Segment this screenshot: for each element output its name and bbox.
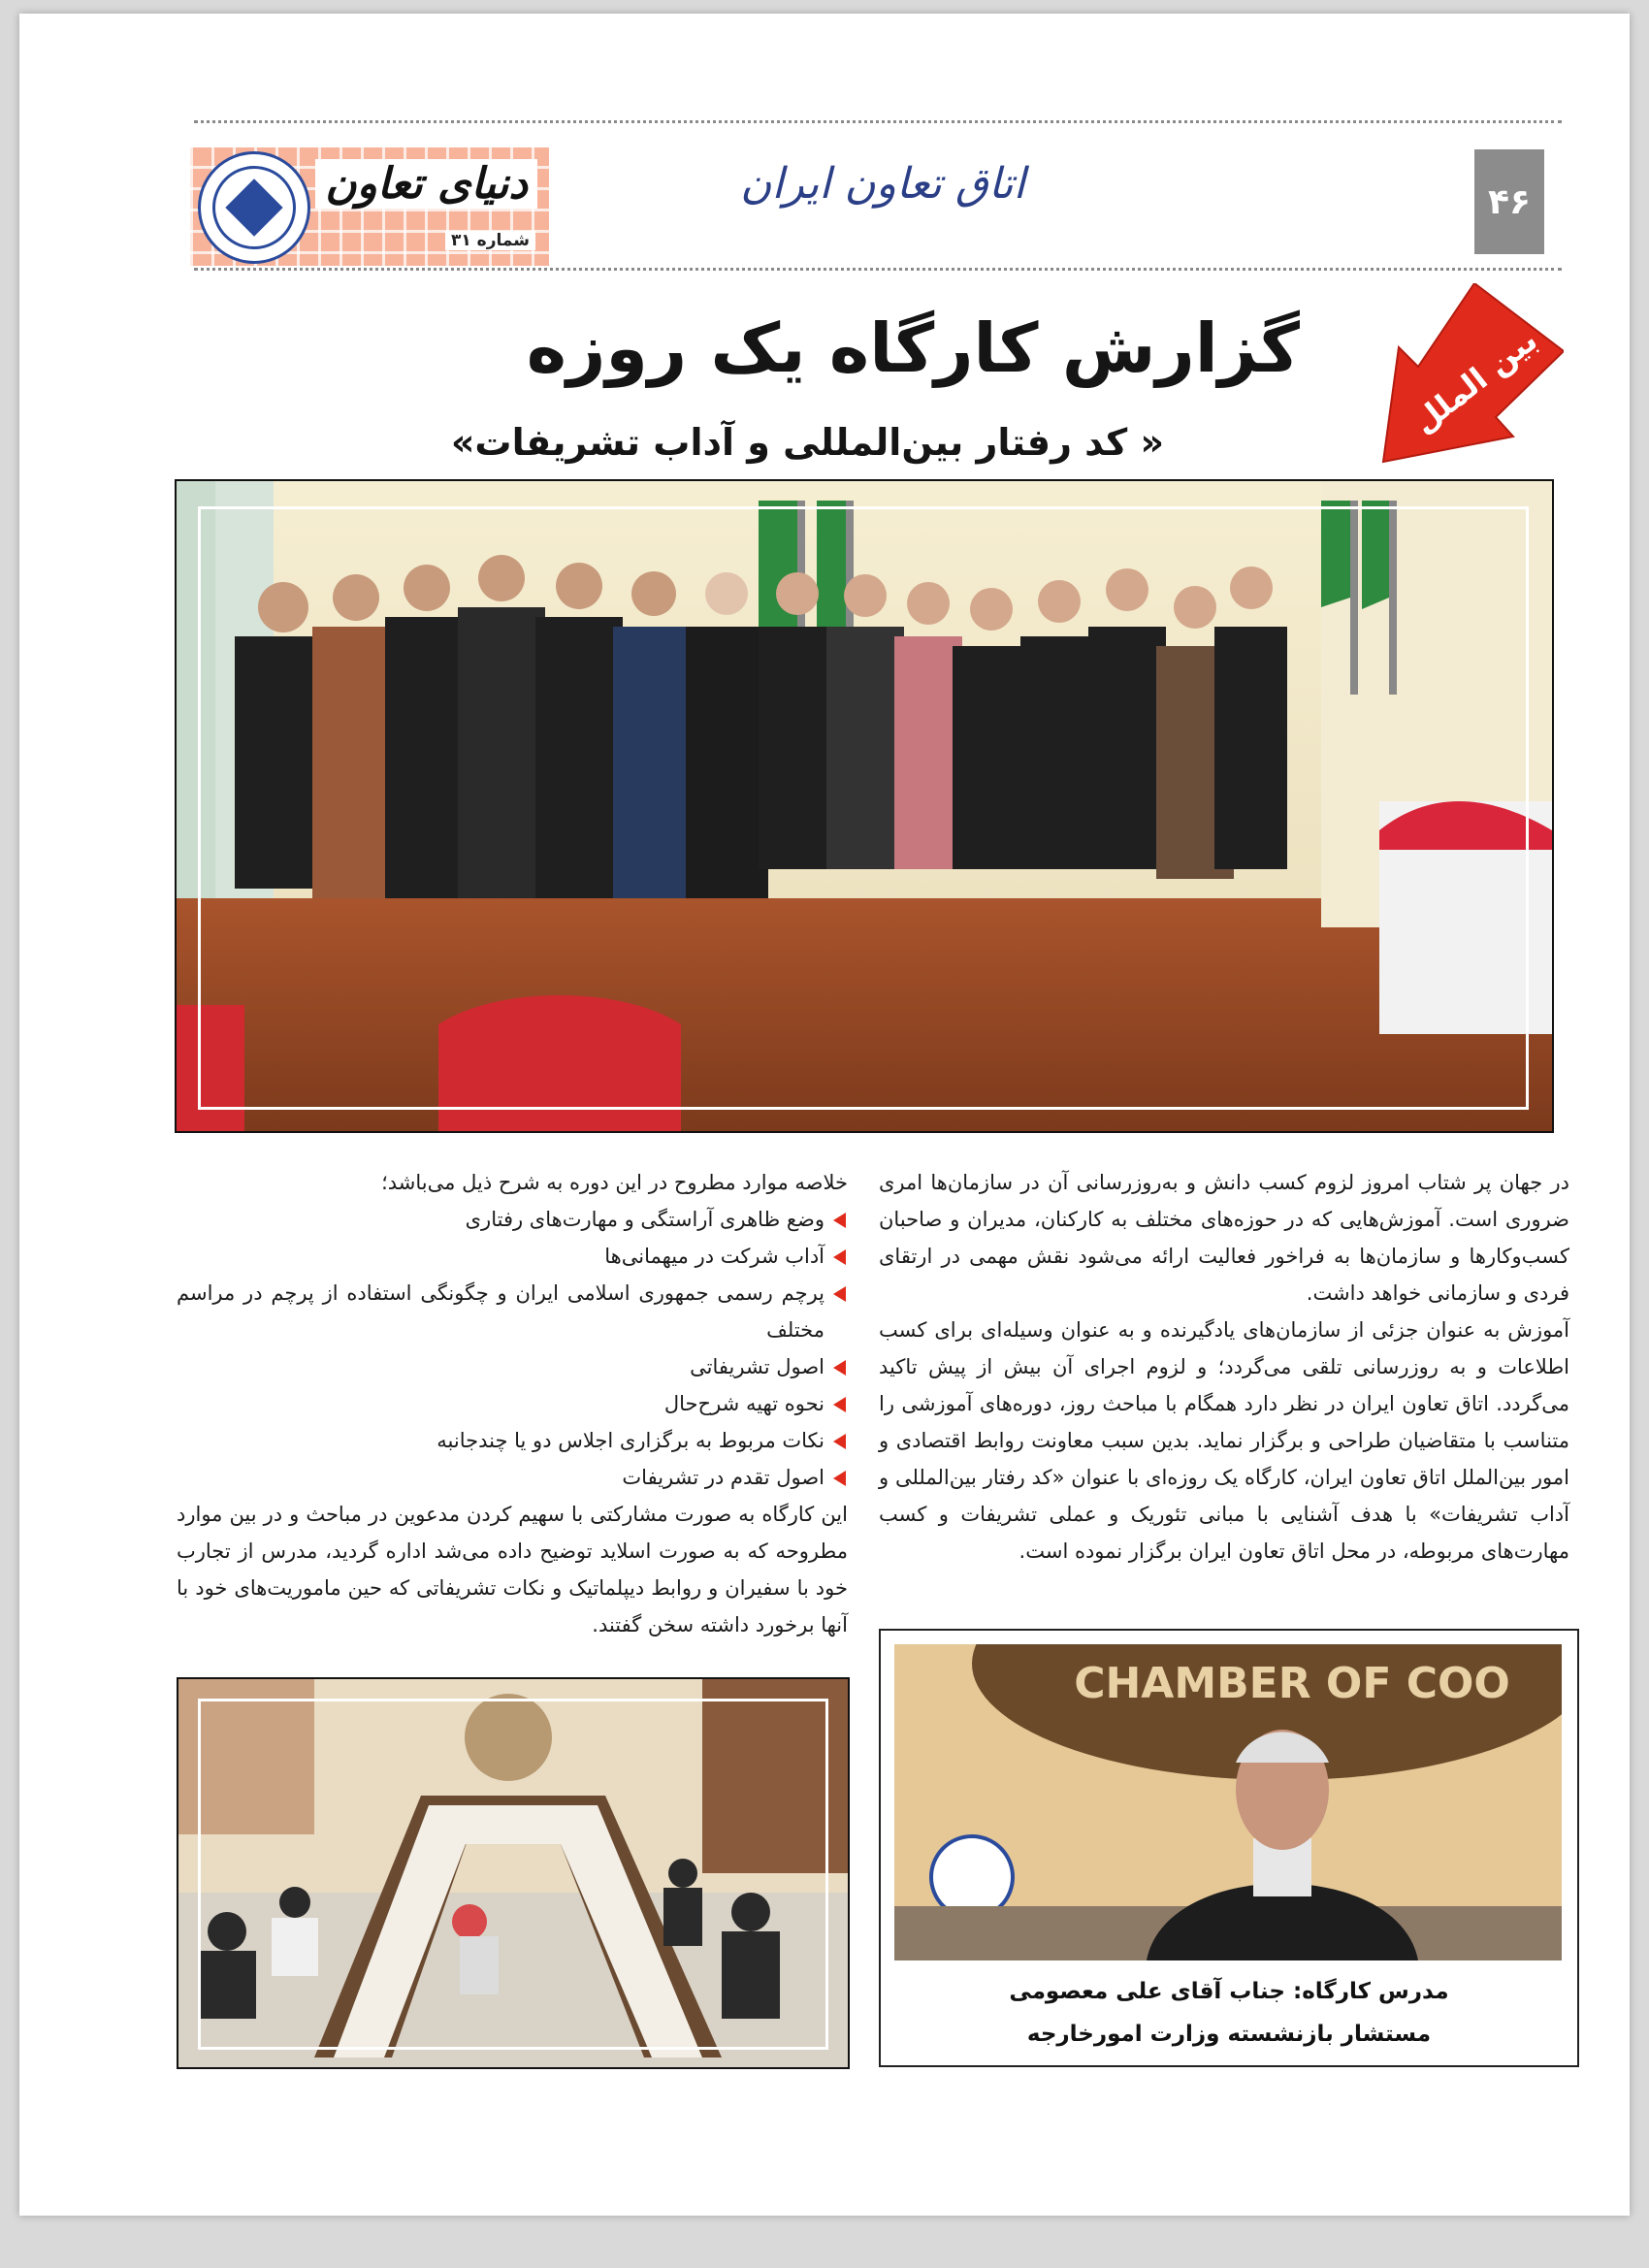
list-item: وضع ظاهری آراستگی و مهارت‌های رفتاری: [177, 1201, 848, 1238]
paragraph: در جهان پر شتاب امروز لزوم کسب دانش و به‌روزرسانی آن در سازمان‌ها امری ضروری است. آموزش‌هایی که در حوزه‌های مختلف به کارکنان، مدیران و صاحبان کسب‌وکارها و سازمان‌ها به فراخور فعالیت ارائه می‌شود نقش مهمی در ارتقای فردی و سازمانی خواهد داشت.: [879, 1171, 1569, 1305]
list-item: اصول تشریفاتی: [177, 1348, 848, 1385]
issue-number: شماره ۳۱: [445, 231, 535, 250]
chamber-title: اتاق تعاون ایران: [740, 159, 1025, 209]
right-text-column: [879, 1164, 1569, 1570]
paragraph: آموزش به عنوان جزئی از سازمان‌های یادگیرنده و به عنوان وسیله‌ای برای کسب اطلاعات و به روزرسانی تلقی می‌گردد؛ و لزوم اجرای آن بیش از پیش تاکید می‌گردد. اتاق تعاون ایران در نظر دارد همگام با مباحث روز، دوره‌های آموزشی را متناسب با متقاضیان طراحی و برگزار نماید. بدین سبب معاونت روابط اقتصادی و امور بین‌الملل اتاق تعاون ایران، کارگاه یک روزه‌ای با عنوان «کد رفتار بین‌المللی و آداب تشریفات» با هدف آشنایی با مبانی تئوریک و عملی تشریفات و کسب مهارت‌های مربوطه، در محل اتاق تعاون ایران برگزار نموده است.: [879, 1318, 1569, 1563]
list-intro: خلاصه موارد مطروح در این دوره به شرح ذیل می‌باشد؛: [381, 1171, 848, 1194]
list-item: پرچم رسمی جمهوری اسلامی ایران و چگونگی استفاده از پرچم در مراسم مختلف: [177, 1275, 848, 1348]
lecturer-photo-box: [879, 1629, 1579, 2067]
section-badge-label: بین الملل: [1406, 321, 1544, 441]
list-item: اصول تقدم در تشریفات: [177, 1459, 848, 1496]
magazine-name: دنیای تعاون: [315, 159, 537, 209]
wall-emblem-text: CHAMBER OF COO: [1074, 1659, 1510, 1708]
list-item: نکات مربوط به برگزاری اجلاس دو یا چندجانبه: [177, 1422, 848, 1459]
photo-inner-frame: [198, 506, 1529, 1110]
magazine-logo-block: [190, 147, 549, 266]
lecturer-photo-image: [894, 1644, 1562, 1960]
group-photo: [175, 479, 1554, 1133]
header-bottom-divider: [194, 268, 1562, 271]
photo-inner-frame: [198, 1699, 828, 2050]
closing-paragraph: این کارگاه به صورت مشارکتی با سهیم کردن مدعوین در مباحث و در بین موارد مطروحه که به صورت اسلاید توضیح داده می‌شد اداره گردید، مدرس از تجارب خود با سفیران و روابط دیپلماتیک و نکات تشریفاتی که حین ماموریت‌های خود با آنها برخورد داشته سخن گفتند.: [177, 1503, 848, 1636]
section-badge-arrow: [1358, 283, 1564, 468]
iran-chamber-of-cooperatives-logo-icon: [198, 151, 310, 264]
left-text-column: [177, 1164, 848, 1643]
topics-list: [177, 1201, 848, 1496]
article-subtitle: « کد رفتار بین‌المللی و آداب تشریفات»: [450, 421, 1164, 464]
lecturer-caption-line1: مدرس کارگاه: جناب آقای علی معصومی: [1009, 1979, 1449, 2004]
page-number: ۴۶: [1474, 149, 1544, 254]
article-title: گزارش کارگاه یک روزه: [526, 308, 1300, 388]
lecturer-caption: [881, 1970, 1577, 2056]
meeting-photo: [177, 1677, 850, 2069]
lecturer-caption-line2: مستشار بازنشسته وزارت امورخارجه: [1026, 2022, 1432, 2047]
header-top-divider: [194, 120, 1562, 123]
magazine-page: [19, 14, 1630, 2216]
lecturer-photo: [894, 1644, 1562, 1960]
list-item: نحوه تهیه شرح‌حال: [177, 1385, 848, 1422]
list-item: آداب شرکت در میهمانی‌ها: [177, 1238, 848, 1275]
